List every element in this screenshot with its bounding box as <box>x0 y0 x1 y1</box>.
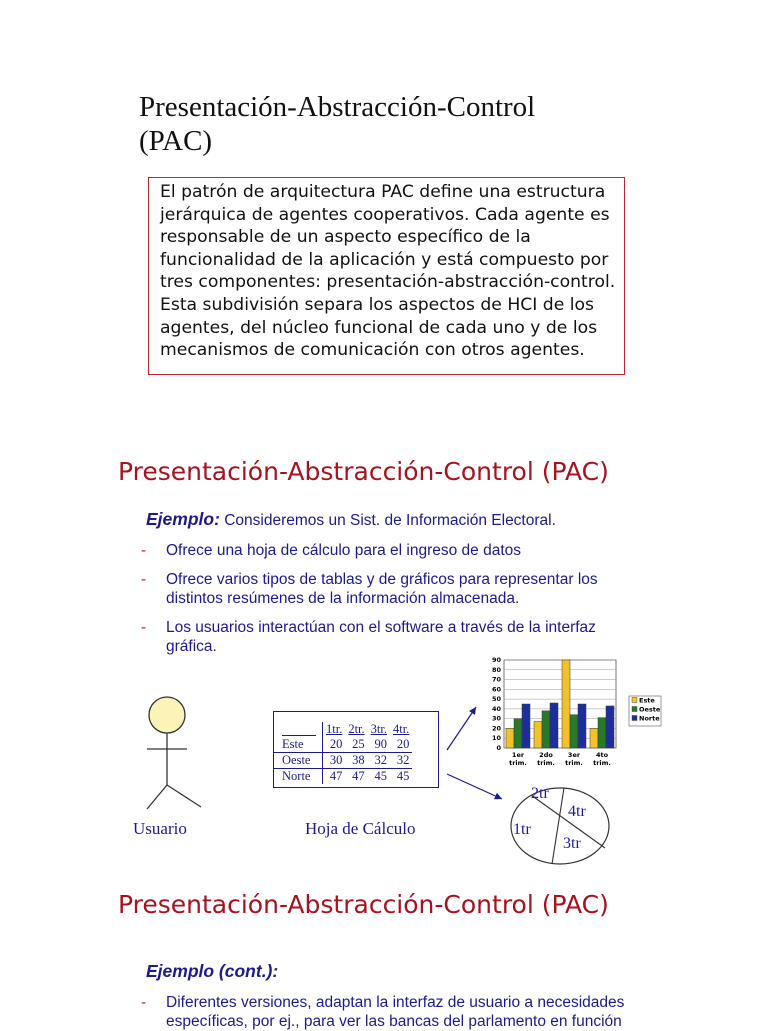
slide3-bullet-list <box>141 993 661 1031</box>
sheet-cell: 20 <box>329 737 343 751</box>
spreadsheet-table <box>274 722 412 784</box>
y-tick-label: 40 <box>491 704 501 713</box>
bar-chart <box>484 654 664 770</box>
x-tick-label: 2do <box>539 751 553 759</box>
bullet-dash: - <box>141 994 147 1011</box>
sheet-cell: 30 <box>323 753 346 769</box>
legend-label: Norte <box>639 714 660 723</box>
definition-line: responsable de un aspecto específico de la <box>160 227 531 248</box>
x-tick-label: 4to <box>595 751 609 759</box>
x-tick-label: trim. <box>509 759 527 767</box>
bar-oeste <box>542 711 550 748</box>
sheet-cell: 47 <box>323 769 346 785</box>
arrow-to-pie-chart <box>447 774 502 799</box>
user-head <box>149 697 185 733</box>
sheet-row-label: Oeste <box>274 753 323 769</box>
legend-label: Oeste <box>639 705 661 714</box>
legend-label: Este <box>639 696 655 705</box>
sheet-row <box>274 769 412 785</box>
bar-oeste <box>570 715 578 748</box>
pie-label-3tr: 3tr <box>563 835 581 852</box>
bar-norte <box>578 704 586 748</box>
bullet-dash: - <box>141 542 147 559</box>
definition-line: agentes, del núcleo funcional de cada uno y de los <box>160 317 598 338</box>
bullet-item <box>141 570 661 608</box>
bullet-dash: - <box>141 619 147 636</box>
bar-oeste <box>514 719 522 748</box>
pie-label-4tr: 4tr <box>568 803 586 820</box>
slide1-title-line1: Presentación-Abstracción-Control <box>139 91 536 123</box>
definition-line: mecanismos de comunicación con otros agentes. <box>160 340 585 361</box>
sheet-row <box>274 737 412 753</box>
sheet-header: 3tr. <box>370 722 387 736</box>
y-tick-label: 60 <box>491 685 501 694</box>
definition-line: jerárquica de agentes cooperativos. Cada agente es <box>160 204 610 225</box>
sheet-cell: 45 <box>368 769 390 785</box>
definition-line: tres componentes: presentación-abstracción-control. <box>160 272 616 293</box>
example-line <box>146 510 556 530</box>
y-tick-label: 80 <box>491 665 501 674</box>
y-tick-label: 10 <box>491 734 501 743</box>
slide3-title: Presentación-Abstracción-Control (PAC) <box>118 890 609 919</box>
x-tick-label: 1er <box>511 751 525 759</box>
sheet-row-label: Norte <box>274 769 323 785</box>
bar-este <box>590 728 598 748</box>
x-tick-label: trim. <box>537 759 555 767</box>
x-tick-label: trim. <box>565 759 583 767</box>
user-label: Usuario <box>133 819 187 838</box>
y-tick-label: 50 <box>491 695 501 704</box>
slide2-title: Presentación-Abstracción-Control (PAC) <box>118 457 609 486</box>
sheet-header: 1tr. <box>326 722 343 736</box>
user-leg-left <box>147 785 167 809</box>
y-tick-label: 0 <box>496 744 501 752</box>
legend-swatch <box>632 698 637 703</box>
bar-norte <box>522 704 530 748</box>
slide1-title-line2: (PAC) <box>139 125 213 157</box>
y-tick-label: 30 <box>491 714 501 723</box>
sheet-header-row <box>274 722 412 737</box>
definition-line: El patrón de arquitectura PAC define una estructura <box>160 182 606 202</box>
bullet-text: distintos resúmenes de la información almacenada. <box>166 590 520 607</box>
sheet-row-label: Este <box>274 737 323 753</box>
definition-line: Esta subdivisión separa los aspectos de HCI de los <box>160 294 594 315</box>
bullet-item <box>141 618 661 656</box>
example-text: Consideremos un Sist. de Información Electoral. <box>219 512 556 529</box>
sheet-cell: 32 <box>390 753 412 769</box>
y-tick-label: 20 <box>491 724 501 733</box>
sheet-header: 2tr. <box>348 722 365 736</box>
bar-oeste <box>598 718 606 748</box>
bullet-text: gráfica. <box>166 638 217 655</box>
sheet-row <box>274 753 412 769</box>
bullet-text: Ofrece varios tipos de tablas y de gráficos para representar los <box>166 571 598 588</box>
bar-este <box>534 722 542 748</box>
definition-box <box>148 177 625 375</box>
y-tick-label: 90 <box>491 656 501 664</box>
slide1-title <box>139 90 699 158</box>
bullet-item <box>141 541 661 560</box>
legend-swatch <box>632 707 637 712</box>
pie-label-1tr: 1tr <box>513 821 531 838</box>
bar-norte <box>550 703 558 748</box>
example-label: Ejemplo: <box>146 509 220 529</box>
bullet-dash: - <box>141 571 147 588</box>
legend-swatch <box>632 716 637 721</box>
sheet-header: 4tr. <box>392 722 410 736</box>
arrow-to-bar-chart <box>447 707 476 750</box>
bullet-text: Diferentes versiones, adaptan la interfaz de usuario a necesidades <box>166 994 625 1011</box>
sheet-cell: 47 <box>345 769 367 785</box>
user-stick-figure <box>135 685 210 815</box>
bullet-text: específicas, por ej., para ver las bancas del parlamento en función <box>166 1013 622 1030</box>
spreadsheet-label: Hoja de Cálculo <box>305 819 416 838</box>
definition-line: funcionalidad de la aplicación y está compuesto por <box>160 249 609 270</box>
sheet-cell: 90 <box>374 737 387 751</box>
sheet-corner <box>274 722 323 737</box>
spreadsheet-frame <box>273 711 439 788</box>
sheet-cell: 25 <box>352 737 365 751</box>
sheet-cell: 45 <box>390 769 412 785</box>
slide2-bullet-list <box>141 541 661 656</box>
bullet-text: Los usuarios interactúan con el software a través de la interfaz <box>166 619 596 636</box>
bullet-text: Ofrece una hoja de cálculo para el ingreso de datos <box>166 542 522 559</box>
bar-norte <box>606 706 614 748</box>
bar-este <box>506 728 514 748</box>
x-tick-label: 3er <box>567 751 581 759</box>
y-tick-label: 70 <box>491 675 501 684</box>
bullet-item <box>141 993 661 1031</box>
example-cont-label: Ejemplo (cont.): <box>146 961 279 981</box>
sheet-cell: 32 <box>368 753 390 769</box>
user-leg-right <box>167 785 201 807</box>
sheet-cell: 38 <box>345 753 367 769</box>
x-tick-label: trim. <box>593 759 611 767</box>
sheet-cell: 20 <box>396 737 410 751</box>
pie-label-2tr: 2tr <box>531 785 549 802</box>
bar-este <box>562 660 570 748</box>
